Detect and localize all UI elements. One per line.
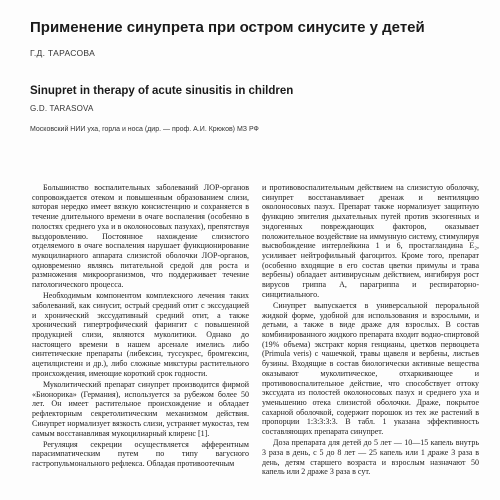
paragraph: и противовоспалительным действием на слизистую оболочку, синупрет восстанавливает дренаж и вентиляцию околоносовых пазух. Препарат также нормализует защитную функцию эпителия дыхательных путей против экзогенных и эндогенных повреждающих факторов, оказывает положительное воздействие на иммунную систему, стимулируя высвобождение интерлейкина 1 и 6, простагландина E₂, усиливает нейтрофильный фагоцитоз. Кроме того, препарат (особенно входящие в его состав цветки примулы и трава вербены) обладает антивирусным действием, ингибируя рост вирусов гриппа A, парагриппа и респираторно-синцитиального.	[262, 183, 479, 299]
paragraph: Муколитический препарат синупрет производится фирмой «Бионорика» (Германия), используется за рубежом более 50 лет. Он имеет растительное происхождение и обладает рефлекторным секретолитическим механизмом действия. Синупрет нормализует вязкость слизи, устраняет мукостаз, тем самым восстанавливая мукоцилиарный клиренс [1].	[32, 380, 249, 438]
paragraph: Доза препарата для детей до 5 лет — 10—15 капель внутрь 3 раза в день, с 5 до 8 лет — 25 капель или 1 драже 3 раза в день, детям старшего возраста и взрослым назначают 50 капель или 2 драже 3 раза в сут.	[262, 438, 479, 477]
paragraph: Регуляция секреции осуществляется афферентным парасимпатическим путем по типу вагусного гастропульмонального рефлекса. Обладая противоотечным	[32, 439, 249, 469]
author-ru: Г.Д. ТАРАСОВА	[30, 48, 96, 58]
affiliation: Московский НИИ уха, горла и носа (дир. — проф. А.И. Крюков) МЗ РФ	[30, 126, 259, 133]
paragraph: Большинство воспалительных заболеваний ЛОР-органов сопровождается отеком и повышенным образованием слизи, которая нередко имеет вязкую консистенцию и сохраняется в течение длительного времени в очаге воспаления (особенно в полостях среднего уха и в околоносовых пазухах), препятствуя выздоровлению. Постоянное нахождение слизистого отделяемого в очаге воспаления нарушает функционирование мукоцилиарного аппарата слизистой оболочки ЛОР-органов, одновременно являясь питательной средой для роста и размножения микроорганизмов, что поддерживает течение патологического процесса.	[32, 183, 249, 290]
article-title-en: Sinupret in therapy of acute sinusitis in children	[30, 85, 294, 97]
paragraph: Необходимым компонентом комплексного лечения таких заболеваний, как синусит, острый средний отит с экссудацией и хронический экссудативный средний отит, а также хронический гипертрофический фарингит с повышенной продукцией слизи, являются муколитики. Однако до настоящего времени в нашем арсенале имелись либо синтетические препараты (либексин, туссукрес, бромгексин, ацетилцистеин и др.), либо сложные микстуры растительного происхождения, имеющие короткий срок годности.	[32, 291, 249, 378]
article-title-ru: Применение синупрета при остром синусите у детей	[30, 19, 425, 36]
paragraph: Синупрет выпускается в универсальной пероральной жидкой форме, удобной для использования и взрослыми, и детьми, а также в виде драже для взрослых. В состав комбинированного жидкого препарата входит водно-спиртовой (19% объема) экстракт корня генцианы, цветков первоцвета (Primula veris) с чашечкой, травы щавеля и вербены, листьев бузины. Входящие в состав биологически активные вещества оказывают муколитическое, отхаркивающее и противовоспалительное действие, что способствует оттоку экссудата из полостей околоносовых пазух и среднего уха и уменьшению отека слизистой оболочки. Драже, покрытое сахарной оболочкой, содержит порошок из тех же растений в пропорции 1:3:3:3:3. В табл. 1 указана эффективность составляющих препарата синупрет.	[262, 300, 479, 437]
body-column-left	[32, 183, 249, 500]
author-en: G.D. TARASOVA	[30, 104, 94, 113]
body-column-right	[262, 183, 479, 500]
